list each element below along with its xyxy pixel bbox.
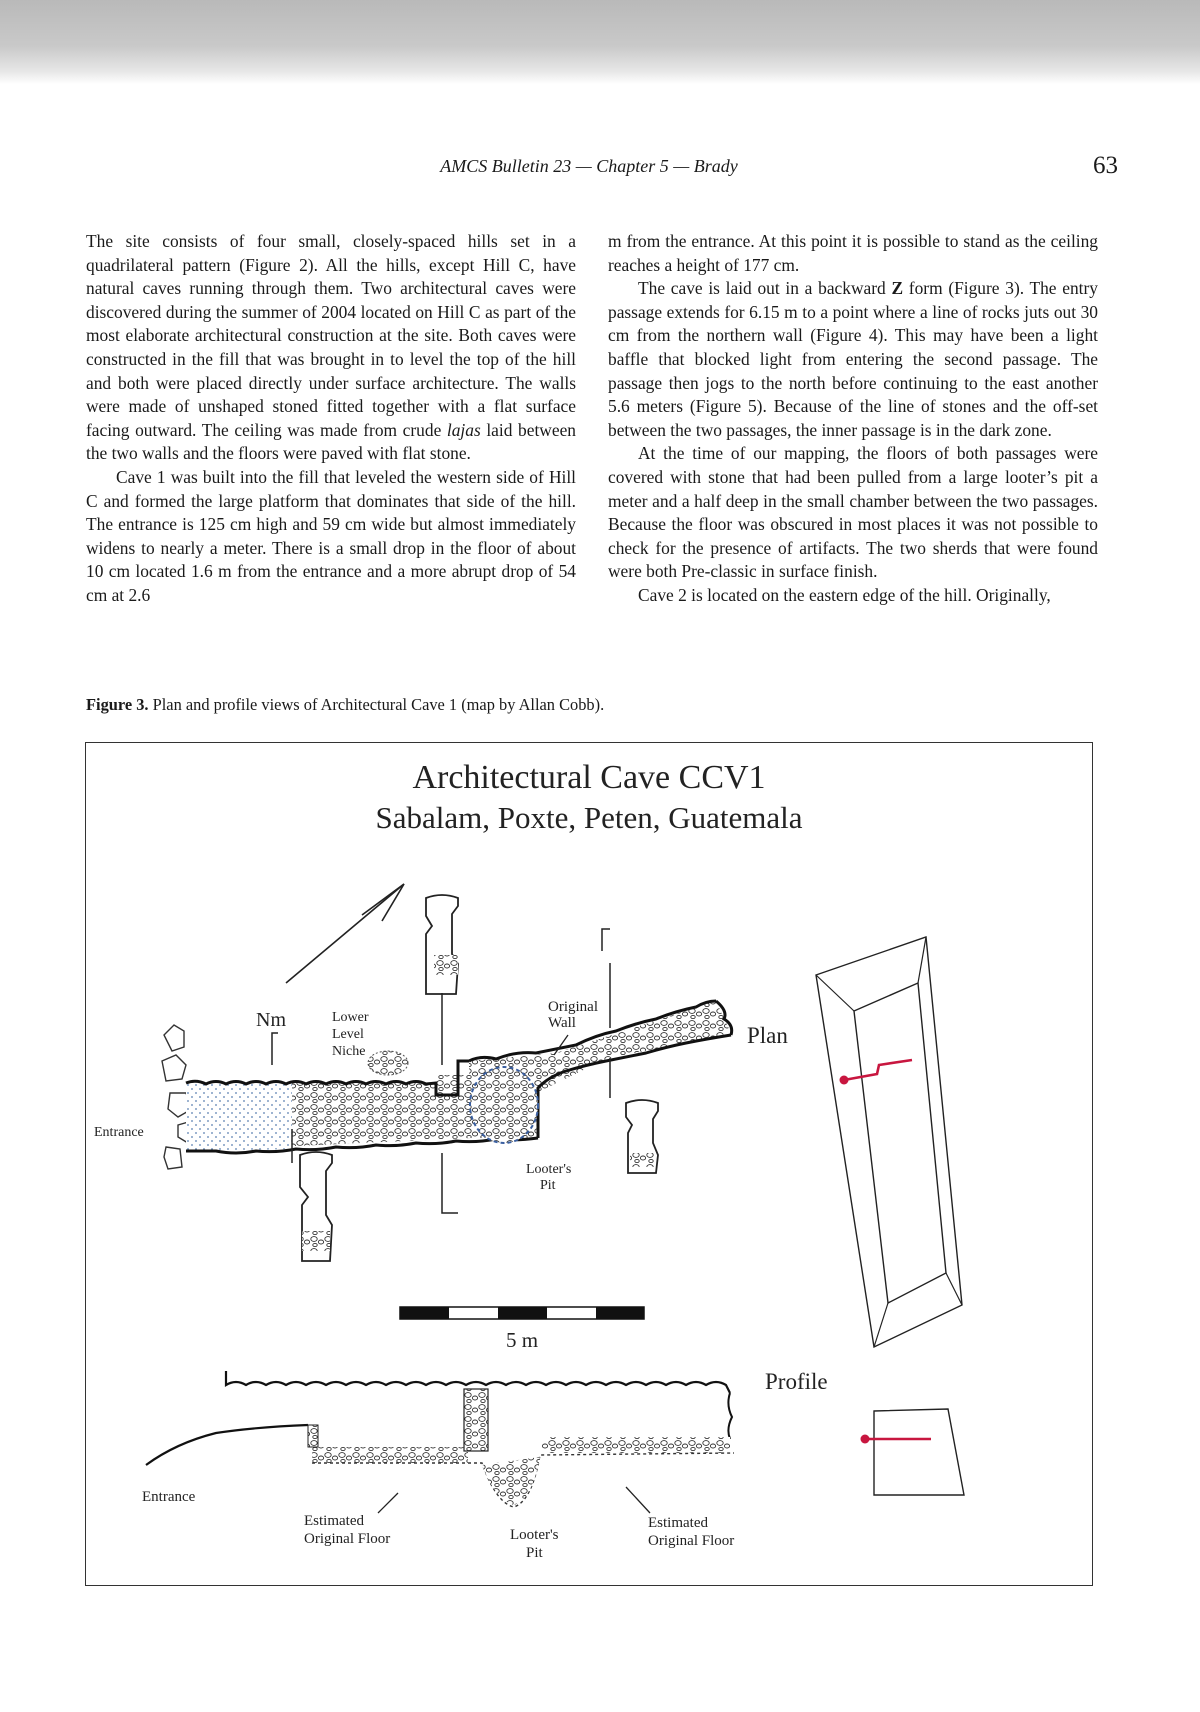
section-rubble: [434, 955, 458, 975]
right-column: [608, 230, 1098, 608]
profile-rubble: [312, 1447, 468, 1463]
scale-label: 5 m: [505, 1328, 539, 1352]
scan-shadow: [0, 0, 1200, 84]
map-title: Architectural Cave CCV1: [412, 759, 766, 796]
north-arrow-icon: [286, 884, 404, 983]
label-est-floor-right: Estimated: [648, 1515, 708, 1531]
paragraph: m from the entrance. At this point it is possible to stand as the ceiling reaches a height of 177 cm.: [608, 231, 1098, 275]
paragraph: At the time of our mapping, the floors of both passages were covered with stone that had been pulled from a large looter’s pit a meter and a half deep in the small chamber between the two passages. Because the floor was obscured in most places it was not possible to check for the presence of artifacts. The two sherds that were found were both Pre-classic in surface finish.: [608, 443, 1098, 582]
section-rubble: [630, 1153, 654, 1167]
entrance-zone: [186, 1083, 292, 1151]
profile-looters-pit: [482, 1457, 540, 1505]
paragraph: Cave 2 is located on the eastern edge of the hill. Originally,: [638, 584, 1051, 605]
paragraph: The site consists of four small, closely-spaced hills set in a quadrilateral pattern (Figure 2). All the hills, except Hill C, have natural caves running through them. Two architectural caves were discovered during the summer of 2004 located on Hill C as part of the most elaborate architectural construction at the site. Both caves were constructed in the fill that was brought in to level the top of the hill and both were placed directly under surface architecture. The walls were made of unshaped stoned fitted together with a flat surface facing outward. The ceiling was made from crude lajas laid between the two walls and the floors were paved with flat stone.: [86, 231, 576, 464]
pointer-arrow: [378, 1493, 398, 1513]
figure-caption: Figure 3. Plan and profile views of Architectural Cave 1 (map by Allan Cobb).: [86, 695, 605, 714]
lower-level-niche: [368, 1051, 408, 1075]
profile-inset: [861, 1409, 965, 1495]
label-est-floor-right: Original Floor: [648, 1533, 735, 1549]
label-looters-pit-profile: Looter's: [510, 1527, 559, 1543]
label-entrance-plan: Entrance: [94, 1125, 144, 1140]
label-lower-level: Lower: [332, 1010, 369, 1025]
profile-end-wall: [728, 1393, 732, 1439]
label-niche: Niche: [332, 1044, 366, 1059]
north-label: Nm: [256, 1009, 286, 1031]
label-looters-pit-plan: Looter's: [526, 1162, 572, 1177]
profile-stone-column: [464, 1389, 488, 1451]
pointer-arrow: [626, 1487, 650, 1513]
label-plan: Plan: [747, 1023, 788, 1048]
paragraph: Cave 1 was built into the fill that leveled the western side of Hill C and formed the large platform that dominates that side of the hill. The entrance is 125 cm high and 59 cm wide but almost immediately widens to nearly a meter. There is a small drop in the floor of about 10 cm located 1.6 m from the entrance and a more abrupt drop of 54 cm at 2.6: [86, 466, 576, 605]
looters-pit-plan: [470, 1067, 538, 1143]
scale-bar: [400, 1307, 644, 1319]
label-original-wall: Original: [548, 999, 598, 1015]
label-est-floor-left: Original Floor: [304, 1531, 391, 1547]
plan-inset: [816, 937, 962, 1347]
label-looters-pit-profile: Pit: [526, 1545, 543, 1561]
paragraph: The cave is laid out in a backward Z form (Figure 3). The entry passage extends for 6.15 m to a point where a line of rocks juts out 30 cm from the northern wall (Figure 4). This may have been a light baffle that blocked light from entering the second passage. The passage then jogs to the north before continuing to the east another 5.6 meters (Figure 5). Because of the line of stones and the off-set between the two passages, the inner passage is in the dark zone.: [608, 278, 1098, 440]
label-looters-pit-plan: Pit: [540, 1178, 556, 1193]
section-rubble: [302, 1231, 330, 1251]
map-subtitle: Sabalam, Poxte, Peten, Guatemala: [375, 800, 803, 835]
cave-map: [85, 742, 1093, 1586]
profile-rubble: [542, 1437, 730, 1453]
label-original-wall: Wall: [548, 1015, 576, 1031]
running-head: AMCS Bulletin 23 — Chapter 5 — Brady: [440, 156, 738, 176]
label-lower-level: Level: [332, 1027, 364, 1042]
profile-ground: [146, 1425, 308, 1465]
cave-map-drawing: [86, 743, 1092, 1585]
label-entrance-profile: Entrance: [142, 1489, 196, 1505]
left-column: [86, 230, 576, 608]
profile-stones: [308, 1425, 318, 1447]
label-est-floor-left: Estimated: [304, 1513, 364, 1529]
label-profile: Profile: [765, 1369, 828, 1394]
page-number: 63: [1093, 152, 1118, 179]
